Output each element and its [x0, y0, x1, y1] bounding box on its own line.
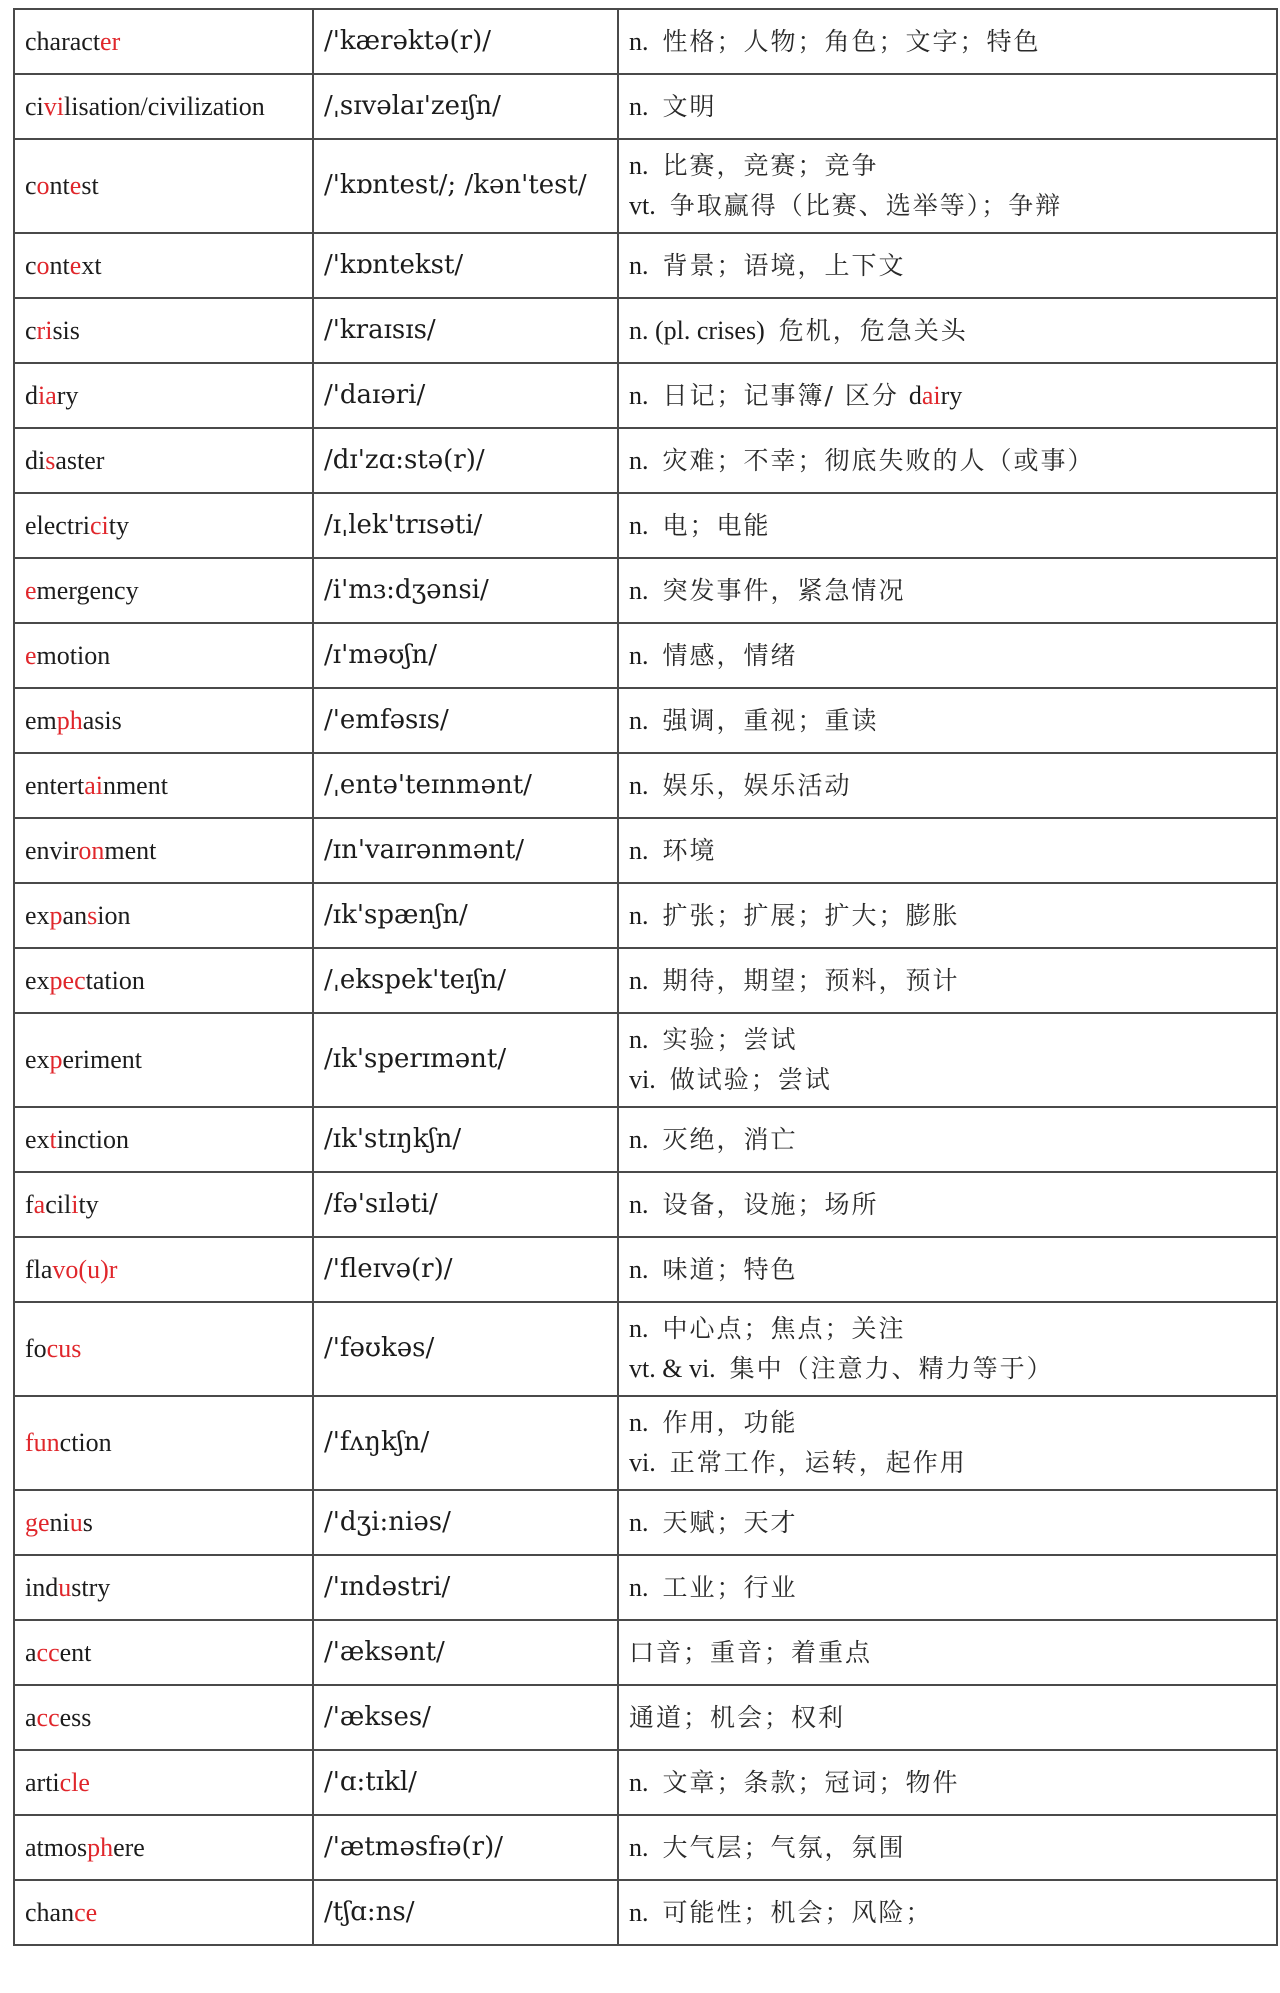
definition-cell — [618, 1302, 1277, 1396]
word-text: c — [25, 250, 37, 280]
word-text: ty — [78, 1189, 99, 1219]
part-of-speech: vt. — [629, 191, 656, 220]
definition-line — [629, 1763, 1276, 1803]
definition-cell — [618, 233, 1277, 298]
part-of-speech: n. — [629, 575, 649, 605]
table-row — [14, 1302, 1277, 1396]
word-text: entert — [25, 770, 85, 800]
word-text: nt — [49, 171, 70, 201]
table-row — [14, 1750, 1277, 1815]
part-of-speech: n. — [629, 1314, 649, 1343]
word-cell — [14, 1815, 313, 1880]
phonetic-cell: /tʃɑ:ns/ — [313, 1880, 618, 1945]
word-text: st — [81, 171, 99, 201]
definition-cell — [618, 1172, 1277, 1237]
word-cell — [14, 1302, 313, 1396]
definition-text: 情感，情绪 — [662, 640, 798, 670]
phonetic-cell: /ɪk'spænʃn/ — [313, 883, 618, 948]
definition-cell — [618, 1620, 1277, 1685]
word-text: ion — [97, 900, 131, 930]
definition-line — [629, 1250, 1276, 1290]
definition-line — [629, 1503, 1276, 1543]
definition-line — [629, 506, 1276, 546]
word-cell — [14, 1172, 313, 1237]
word-cell — [14, 428, 313, 493]
word-text: ex — [25, 1124, 50, 1154]
table-row — [14, 139, 1277, 233]
definition-line — [629, 1893, 1276, 1933]
word-text: c — [25, 315, 37, 345]
phonetic-cell: /'fəʊkəs/ — [313, 1302, 618, 1396]
phonetic-cell: /fə'sɪləti/ — [313, 1172, 618, 1237]
definition-line — [629, 87, 1276, 127]
highlighted-letters: ph — [56, 705, 83, 735]
table-row — [14, 1107, 1277, 1172]
phonetic-cell: /'kɒntekst/ — [313, 233, 618, 298]
definition-cell — [618, 9, 1277, 74]
phonetic-cell: /ɪk'sperɪmənt/ — [313, 1013, 618, 1107]
definition-line — [629, 1120, 1276, 1160]
word-text: mergency — [36, 575, 139, 605]
word-text: motion — [36, 640, 111, 670]
definition-line — [629, 636, 1276, 676]
phonetic-cell: /dɪ'zɑ:stə(r)/ — [313, 428, 618, 493]
phonetic-cell: /i'mɜ:dʒənsi/ — [313, 558, 618, 623]
word-text: eriment — [62, 1045, 142, 1075]
related-word-text: d — [908, 380, 922, 410]
word-cell — [14, 139, 313, 233]
word-cell — [14, 1620, 313, 1685]
definition-text: 日记；记事簿/ 区分 — [662, 380, 909, 410]
phonetic-cell: /'daɪəri/ — [313, 363, 618, 428]
definition-line — [629, 1568, 1276, 1608]
table-row — [14, 493, 1277, 558]
definition-text: 正常工作，运转，起作用 — [669, 1448, 967, 1477]
highlighted-letters: ai — [84, 770, 103, 800]
word-text: inction — [56, 1124, 129, 1154]
definition-line — [629, 1828, 1276, 1868]
definition-cell — [618, 1013, 1277, 1107]
table-row — [14, 948, 1277, 1013]
word-text: ex — [25, 965, 50, 995]
definition-cell — [618, 948, 1277, 1013]
definition-text: 突发事件，紧急情况 — [662, 575, 906, 605]
word-text: atmos — [25, 1832, 88, 1862]
definition-cell — [618, 298, 1277, 363]
table-row — [14, 298, 1277, 363]
word-cell — [14, 1685, 313, 1750]
part-of-speech: n. — [629, 1025, 649, 1054]
word-text: ere — [113, 1832, 145, 1862]
definition-line — [629, 246, 1276, 286]
table-row — [14, 753, 1277, 818]
word-text: charact — [25, 26, 101, 56]
definition-text: 强调，重视；重读 — [662, 705, 879, 735]
word-text: fo — [25, 1334, 47, 1364]
word-text: an — [62, 900, 88, 930]
highlighted-letters: o — [36, 250, 50, 280]
definition-text: 电；电能 — [662, 510, 771, 540]
highlighted-letters: pec — [49, 965, 86, 995]
definition-cell — [618, 818, 1277, 883]
definition-line — [629, 1403, 1276, 1443]
word-text: tation — [85, 965, 145, 995]
definition-line — [629, 186, 1276, 226]
word-text: electri — [25, 510, 90, 540]
definition-text: 可能性；机会；风险； — [662, 1897, 933, 1927]
phonetic-cell: /ɪ'məʊʃn/ — [313, 623, 618, 688]
word-text: lisation/civilization — [64, 91, 265, 121]
part-of-speech: n. — [629, 770, 649, 800]
table-row — [14, 1880, 1277, 1945]
word-text: s — [82, 1507, 93, 1537]
definition-text: 设备，设施；场所 — [662, 1189, 879, 1219]
part-of-speech: n. — [629, 705, 649, 735]
definition-text: 性格；人物；角色；文字；特色 — [662, 26, 1041, 56]
highlighted-letters: fun — [25, 1428, 60, 1458]
vocabulary-table-body — [14, 9, 1277, 1945]
definition-cell — [618, 1685, 1277, 1750]
definition-cell — [618, 623, 1277, 688]
highlighted-letters: i — [71, 1189, 79, 1219]
definition-line — [629, 1349, 1276, 1389]
word-text: ni — [49, 1507, 70, 1537]
definition-text: 大气层；气氛，氛围 — [662, 1832, 906, 1862]
word-text: ind — [25, 1572, 59, 1602]
definition-text: 中心点；焦点；关注 — [662, 1314, 906, 1343]
word-text: ess — [59, 1702, 92, 1732]
related-word-text: ry — [940, 380, 963, 410]
phonetic-cell: /ˌsɪvəlaɪ'zeɪʃn/ — [313, 74, 618, 139]
phonetic-cell: /ɪk'stɪŋkʃn/ — [313, 1107, 618, 1172]
definition-cell — [618, 428, 1277, 493]
definition-text: 作用，功能 — [662, 1408, 798, 1437]
highlighted-letters: cc — [36, 1702, 60, 1732]
definition-line — [629, 146, 1276, 186]
highlighted-letters: e — [25, 575, 37, 605]
word-cell — [14, 623, 313, 688]
word-text: nt — [49, 250, 70, 280]
part-of-speech: n. — [629, 91, 649, 121]
definition-cell — [618, 1555, 1277, 1620]
table-row — [14, 1172, 1277, 1237]
word-cell — [14, 818, 313, 883]
part-of-speech: n. — [629, 1507, 649, 1537]
phonetic-cell: /'fleɪvə(r)/ — [313, 1237, 618, 1302]
highlighted-letters: s — [45, 445, 56, 475]
definition-text: 通道；机会；权利 — [629, 1702, 846, 1732]
word-text: c — [25, 171, 37, 201]
definition-cell — [618, 753, 1277, 818]
definition-text: 集中（注意力、精力等于） — [729, 1354, 1054, 1383]
highlighted-letters: s — [87, 900, 98, 930]
definition-text: 环境 — [662, 835, 717, 865]
table-row — [14, 623, 1277, 688]
word-cell — [14, 688, 313, 753]
highlighted-letters: ri — [36, 315, 53, 345]
definition-cell — [618, 558, 1277, 623]
definition-cell — [618, 883, 1277, 948]
word-text: ry — [56, 380, 79, 410]
phonetic-cell: /'kærəktə(r)/ — [313, 9, 618, 74]
definition-line — [629, 896, 1276, 936]
definition-line — [629, 831, 1276, 871]
word-text: f — [25, 1189, 34, 1219]
word-cell — [14, 883, 313, 948]
highlighted-letters: ci — [89, 510, 109, 540]
part-of-speech: n. — [629, 1897, 649, 1927]
highlighted-letters: vi — [43, 91, 64, 121]
word-text: stry — [71, 1572, 111, 1602]
part-of-speech: n. — [629, 510, 649, 540]
definition-line — [629, 1020, 1276, 1060]
word-cell — [14, 1237, 313, 1302]
word-text: ent — [59, 1637, 92, 1667]
word-cell — [14, 1107, 313, 1172]
table-row — [14, 1013, 1277, 1107]
definition-line — [629, 701, 1276, 741]
definition-line — [629, 571, 1276, 611]
definition-cell — [618, 1490, 1277, 1555]
highlighted-letters: u — [69, 1507, 83, 1537]
part-of-speech: n. — [629, 1189, 649, 1219]
word-text: ex — [25, 1045, 50, 1075]
word-text: ction — [59, 1428, 112, 1458]
word-cell — [14, 1880, 313, 1945]
phonetic-cell: /'emfəsɪs/ — [313, 688, 618, 753]
word-text: ty — [108, 510, 129, 540]
word-text: ci — [25, 91, 44, 121]
part-of-speech: n. — [629, 1408, 649, 1437]
word-text: asis — [82, 705, 122, 735]
phonetic-cell: /'fʌŋkʃn/ — [313, 1396, 618, 1490]
part-of-speech: n. — [629, 151, 649, 180]
phonetic-cell: /'dʒi:niəs/ — [313, 1490, 618, 1555]
definition-line — [629, 1309, 1276, 1349]
highlighted-letters: ce — [74, 1897, 98, 1927]
word-text: arti — [25, 1767, 60, 1797]
highlighted-letters: er — [100, 26, 121, 56]
table-row — [14, 428, 1277, 493]
table-row — [14, 1620, 1277, 1685]
highlighted-letters: cle — [59, 1767, 90, 1797]
word-cell — [14, 363, 313, 428]
phonetic-cell: /'ækses/ — [313, 1685, 618, 1750]
definition-text: 灾难；不幸；彻底失败的人（或事） — [662, 445, 1095, 475]
word-cell — [14, 948, 313, 1013]
word-text: cil — [45, 1189, 72, 1219]
definition-text: 文明 — [662, 91, 717, 121]
vocabulary-table — [13, 8, 1278, 1946]
highlighted-letters: p — [49, 1045, 63, 1075]
word-text: a — [25, 1637, 37, 1667]
word-text: d — [25, 380, 38, 410]
part-of-speech: n. — [629, 1572, 649, 1602]
highlighted-letters: o — [36, 171, 50, 201]
part-of-speech: n. — [629, 1767, 649, 1797]
definition-cell — [618, 74, 1277, 139]
phonetic-cell: /'ætməsfɪə(r)/ — [313, 1815, 618, 1880]
part-of-speech: vt. & vi. — [629, 1354, 716, 1383]
definition-line — [629, 1698, 1276, 1738]
highlighted-letters: p — [49, 900, 63, 930]
table-row — [14, 74, 1277, 139]
table-row — [14, 818, 1277, 883]
word-text: ex — [25, 900, 50, 930]
definition-line — [629, 22, 1276, 62]
definition-cell — [618, 1107, 1277, 1172]
word-cell — [14, 493, 313, 558]
definition-cell — [618, 688, 1277, 753]
part-of-speech: n. — [629, 1124, 649, 1154]
word-text: a — [25, 1702, 37, 1732]
word-cell — [14, 1396, 313, 1490]
definition-line — [629, 376, 1276, 416]
table-row — [14, 1555, 1277, 1620]
phonetic-cell: /ˌekspek'teɪʃn/ — [313, 948, 618, 1013]
word-cell — [14, 298, 313, 363]
word-text: nment — [102, 770, 168, 800]
definition-text: 工业；行业 — [662, 1572, 798, 1602]
word-cell — [14, 558, 313, 623]
definition-text: 危机，危急关头 — [778, 315, 968, 345]
word-cell — [14, 753, 313, 818]
part-of-speech: n. — [629, 380, 649, 410]
highlighted-letters: cus — [46, 1334, 82, 1364]
phonetic-cell: /'kraɪsɪs/ — [313, 298, 618, 363]
definition-line — [629, 1633, 1276, 1673]
definition-cell — [618, 363, 1277, 428]
table-row — [14, 1237, 1277, 1302]
part-of-speech: n. — [629, 26, 649, 56]
part-of-speech: vi. — [629, 1065, 656, 1094]
table-row — [14, 363, 1277, 428]
definition-cell — [618, 1815, 1277, 1880]
definition-line — [629, 1185, 1276, 1225]
phonetic-cell: /ɪn'vaɪrənmənt/ — [313, 818, 618, 883]
word-cell — [14, 74, 313, 139]
word-text: sis — [52, 315, 80, 345]
definition-text: 天赋；天才 — [662, 1507, 798, 1537]
definition-line — [629, 1060, 1276, 1100]
definition-text: 比赛，竞赛；竞争 — [662, 151, 879, 180]
highlighted-letters: ph — [87, 1832, 114, 1862]
definition-text: 背景；语境，上下文 — [662, 250, 906, 280]
word-text: xt — [81, 250, 102, 280]
part-of-speech: n. (pl. crises) — [629, 315, 765, 345]
table-row — [14, 9, 1277, 74]
word-cell — [14, 233, 313, 298]
part-of-speech: n. — [629, 1254, 649, 1284]
definition-line — [629, 441, 1276, 481]
definition-line — [629, 311, 1276, 351]
part-of-speech: n. — [629, 965, 649, 995]
table-row — [14, 688, 1277, 753]
definition-cell — [618, 493, 1277, 558]
phonetic-cell: /'ɑ:tɪkl/ — [313, 1750, 618, 1815]
definition-line — [629, 1443, 1276, 1483]
highlighted-letters: u — [58, 1572, 72, 1602]
definition-cell — [618, 1237, 1277, 1302]
word-text: envir — [25, 835, 79, 865]
definition-text: 灭绝，消亡 — [662, 1124, 798, 1154]
definition-cell — [618, 1880, 1277, 1945]
phonetic-cell: /'ɪndəstri/ — [313, 1555, 618, 1620]
definition-text: 期待，期望；预料，预计 — [662, 965, 960, 995]
highlighted-letters: e — [69, 250, 82, 280]
highlighted-letters: a — [33, 1189, 46, 1219]
table-row — [14, 1685, 1277, 1750]
definition-text: 扩张；扩展；扩大；膨胀 — [662, 900, 960, 930]
definition-text: 娱乐，娱乐活动 — [662, 770, 852, 800]
word-cell — [14, 1013, 313, 1107]
word-text: chan — [25, 1897, 75, 1927]
definition-text: 文章；条款；冠词；物件 — [662, 1767, 960, 1797]
definition-text: 口音；重音；着重点 — [629, 1637, 873, 1667]
definition-cell — [618, 139, 1277, 233]
phonetic-cell: /ɪˌlek'trɪsəti/ — [313, 493, 618, 558]
part-of-speech: n. — [629, 250, 649, 280]
highlighted-letters: e — [69, 171, 82, 201]
word-cell — [14, 9, 313, 74]
table-row — [14, 1815, 1277, 1880]
definition-line — [629, 961, 1276, 1001]
highlighted-letters: on — [78, 835, 105, 865]
table-row — [14, 883, 1277, 948]
word-text: ment — [104, 835, 157, 865]
highlighted-letters: t — [49, 1124, 57, 1154]
definition-text: 做试验；尝试 — [669, 1065, 832, 1094]
word-text: fla — [25, 1254, 53, 1284]
table-row — [14, 233, 1277, 298]
definition-line — [629, 766, 1276, 806]
table-row — [14, 1396, 1277, 1490]
table-row — [14, 1490, 1277, 1555]
word-cell — [14, 1490, 313, 1555]
definition-text: 争取赢得（比赛、选举等）；争辩 — [669, 191, 1063, 220]
phonetic-cell: /'æksənt/ — [313, 1620, 618, 1685]
word-text: aster — [55, 445, 105, 475]
highlighted-letters: ia — [38, 380, 57, 410]
highlighted-letters: cc — [36, 1637, 60, 1667]
part-of-speech: vi. — [629, 1448, 656, 1477]
word-cell — [14, 1555, 313, 1620]
definition-text: 味道；特色 — [662, 1254, 798, 1284]
part-of-speech: n. — [629, 1832, 649, 1862]
word-text: di — [25, 445, 46, 475]
definition-text: 实验；尝试 — [662, 1025, 798, 1054]
phonetic-cell: /'kɒntest/; /kən'test/ — [313, 139, 618, 233]
table-row — [14, 558, 1277, 623]
part-of-speech: n. — [629, 835, 649, 865]
highlighted-letters: e — [25, 640, 37, 670]
word-cell — [14, 1750, 313, 1815]
highlighted-letters: ge — [25, 1507, 50, 1537]
phonetic-cell: /ˌentə'teɪnmənt/ — [313, 753, 618, 818]
part-of-speech: n. — [629, 900, 649, 930]
highlighted-letters: vo(u)r — [52, 1254, 118, 1284]
highlighted-letters: ai — [921, 380, 941, 410]
definition-cell — [618, 1750, 1277, 1815]
definition-cell — [618, 1396, 1277, 1490]
word-text: em — [25, 705, 57, 735]
part-of-speech: n. — [629, 445, 649, 475]
part-of-speech: n. — [629, 640, 649, 670]
